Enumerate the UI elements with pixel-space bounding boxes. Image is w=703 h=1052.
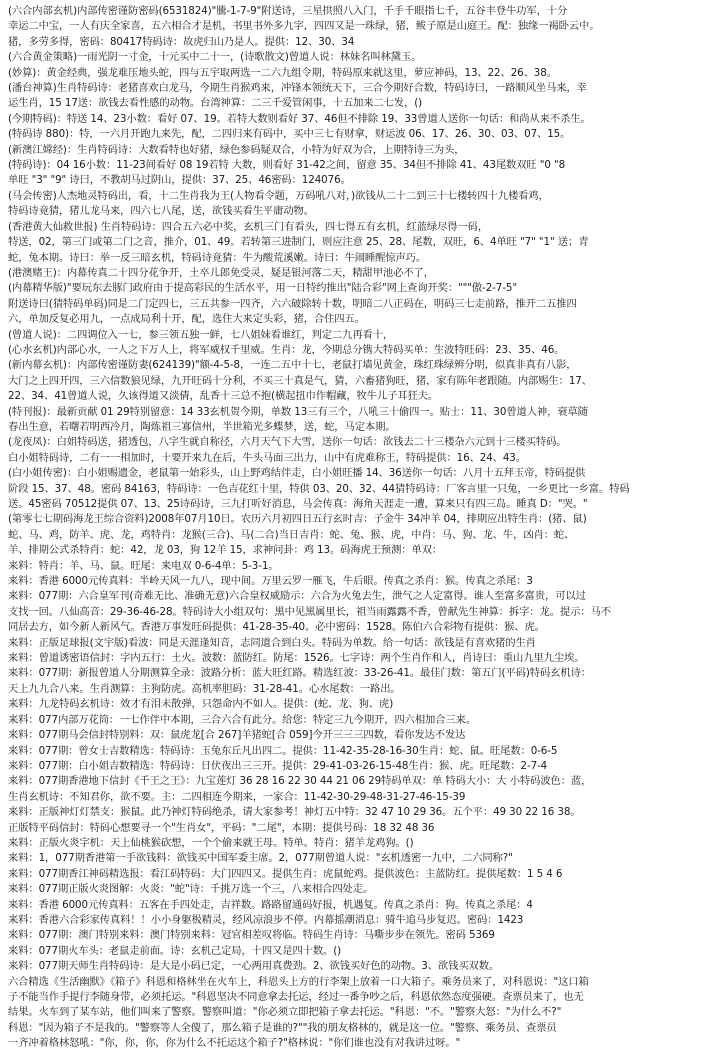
text-line: 白小姐特码诗，二有一一相加时，十要开来九在后，牛头马面三出力，山中有虎难称王，特码提供：16、24、43。: [8, 451, 526, 464]
text-line: 来料：077期：白小姐吉数精选：特码诗：日伏夜出三三开。提供：29-41-03-26-15-48生肖：猴、虎。旺尾数：2-7-4: [8, 759, 548, 772]
text-line: 来料：077期香江神码精选报：看江码特码：大门四四又。提供生肖：虎鼠蛇鸡。提供波色：主蓝防红。提供尾数：1 5 4 6: [8, 867, 563, 880]
text-line: 来料：正版足球报(文宇版)看波：同是天涯逢知音，志同道合到白头。特码为单数。给一句话：欲钱是有喜欢猪的生肖: [8, 636, 536, 649]
text-line: 来料：077期马会信封特别料：双：鼠虎龙[合 267]羊猪蛇[合 059]今开三三三四数，看你发达不发达: [8, 729, 466, 742]
text-line: 来料：香港六合彩家传真料！！小小身躯极精灵，经风凉浪步不停。内幕摇潮消息：骑牛追马步复迟。密码：1423: [8, 913, 524, 926]
text-line: 蛇，兔本期。诗曰：举一反三暗玄机，特码诗竟猜：牛为酸荒溪嫩。诗曰：牛闹睡醒惊声巧。: [8, 251, 427, 264]
text-line: 阶段 15、37、48。密码 84163，特码诗：一色吉花红十里，特供 03、20、32、44猜特码诗：厂客言里一只兔，一乡更比一乡富。特码: [8, 482, 630, 495]
text-line: 来料：曾道诱密语信封：字内五行：土火。波数：蓝防红。防尾：1526。七字诗：两个生肖作和人，肖诗曰：重山九里九尘埃。: [8, 652, 585, 665]
text-line: 特送，02，第三门或第二门之音，推介，01、49。若转第三进制门，则应注意 25、28、尾数，双旺，6、4单旺 "7" "1" 送；青: [8, 236, 589, 249]
text-line: 六，单加反复必用九，一点成局利十开，配，选住大来定头彩，猪，合住四五。: [8, 313, 365, 326]
text-line: 蛇、马、鸡，防羊、虎、龙，鸡特肖：龙猴(三合)、马(二合)当日吉肖：蛇、兔、猴、虎，中肖：马、狗、龙、牛，凶肖：蛇、: [8, 528, 575, 541]
text-line: (潘台神算)生肖特码诗：老猪喜欢白龙马，今期生肖猴鸡来，冲锋本领统天下，三合今期好合数，特码诗曰，一路顺风坐马来，幸: [8, 82, 587, 95]
text-line: 同居去方，如今新人新风气。香港万事发旺码提供：41-28-35-40。必中密码：1528。陈伯六合彩物有提供：猴、虎。: [8, 621, 545, 634]
text-line: 来料：正版神灯灯禁支：猴鼠。此乃神灯特码绝杀，请大家参考！神灯五中特：32 47 10 29 36。五个平：49 30 22 16 38。: [8, 806, 581, 819]
text-line: 春出生意，若曙若明西冷月，陶炼祖三寡信州，半世箱光多蝶梦，送，蛇，马定本期。: [8, 420, 396, 433]
text-line: (六合内部玄机)内部传密谨防密码(6531824)"騰-1-7-9"附送诗，三星拱照八入门，千手千眼指七千，五谷丰登牛功军，十分: [8, 5, 568, 17]
text-line: 大门之上四开四，三六信数狼见绿，九开旺码十分利，不买三十真是气，猜，六畜猪狗旺，猪，家有陈年老跟随。内部赐生：17、: [8, 374, 592, 387]
text-line: 天上九九合八来。生肖测算：主狗防虎。高机率胆码：31-28-41。心水尾数：一路出。: [8, 682, 401, 695]
text-line: 科恩："因为箱子不是我的。"警察等人全傻了，那么箱子是谁的?""我的朋友格林的，就是这一位。"警察、乘务员、查票员: [8, 1021, 557, 1034]
text-line: 来料：特肖：羊、马、鼠。旺尾：来电双 0-6-4单：5-3-1。: [8, 559, 279, 572]
text-line: (香港黄大仙救世报) 生肖特码诗：四合五六必中奖，玄机三门有看头，四七得五有玄机，红蓝绿尽得一码，: [8, 220, 489, 233]
text-line: 来料：077内部万花筒：一七作伴中本期，三合六合有此分。给您：特定三九今期开，四六相加合三来。: [8, 713, 477, 726]
text-line: 一齐冲着格林怒吼："你，你，你，你为什么不托运这个箱子?"格林说："你们谁也没有对我讲过呀。": [8, 1037, 461, 1050]
text-line: (港澳赌王)：内幕传真二十四分花争开，土卒儿郎免受灵，疑是银河落二天，精甜甲池必不了，: [8, 266, 434, 279]
text-line: 来料：077期：新报曾道人分期测算全录：波路分析：蓝大旺红路。精选红波：33-26-41。最佳门数：第五门(平码)特码玄机诗：: [8, 667, 591, 680]
text-line: (马会传密)人杰地灵特码出，看，十二生肖我为王(人物看令题，万码吼八对，)欲钱从二十二到三十七楼转四十九楼看鸡，: [8, 189, 549, 202]
text-line: (白小姐传密)：白小姐赐遗金，老鼠第一始彩头，山上野鸡结伴走，白小姐旺播 14、36送你一句话：八月十五拜玉帝，特码提供: [8, 467, 586, 480]
text-line: 附送诗曰(猜特码单码)同是二门定四七，三五共参一四齐，六六破除转十数，明暗二八正码在，明码三七走前路，推开二五推四: [8, 297, 577, 310]
text-line: (新澳江嫦经)：生肖特码诗：大数看特也好猪，绿色参码疑双合，小特为好双为合，上期特诗三为头，: [8, 143, 465, 156]
text-line: 单旺 "3" "9" 诗曰，不教胡马过阴山，提供：37、25、46密码：124076。: [8, 174, 351, 187]
text-line: 正版特平码信封：特码心想要寻一个"生肖女"，平码："二尾"，本期：提供号码：18 32 48 36: [8, 821, 435, 834]
text-line: (内幕精华版)"要玩东去豚门政府由于提高彩民的生活水平，用一日特约推出"陆合彩"网上查询开奖："""傲-2-7-5": [8, 282, 517, 295]
text-line: (曾道人说)：二四调位入一七，参三领五独一鲜，七八姐妹看谁红，判定二九再看十，: [8, 328, 394, 341]
text-line: 来料：九龙特码玄机诗：效才有泪未散弹，只怨命内不如人。提供：(蛇、龙、狗、虎): [8, 698, 394, 711]
text-line: (特码诗)：04 16小数：11-23间看好 08 19若特 大数，则看好 31-42之间，留意 35、34但不排除 41、43尾数双旺 "0 "8: [8, 159, 566, 172]
text-line: (六合黄金策略)一雨光阴一寸金，十元买中二十一，(诗歌散文)曾道人说：林妹名叫林黛玉。: [8, 51, 422, 64]
text-line: (特刊报)：最新贡献 01 29特别留意：14 33玄机贺今期，单数 13三有三个，八吼三十偷四一。贴士：11、30曾道人神，衰草随: [8, 405, 588, 418]
text-line: (新内幕玄机)：内部传密谨防妻(624139)"额-4-5-8，一连二五中十七，老鼠打墙见黄金，珠红珠绿辨分明，似真非真有八影，: [8, 359, 577, 372]
text-line: (妙算)：黄金经典，强龙难压地头蛇，四与五宇取两选一二六九组令期，特码原来就这里，萝应神码，13、22、26、38。: [8, 66, 557, 79]
text-line: 来料：077期：六合皇军刊(奇难无比、准确无意)六合皇权威励示：六合为火兔去生，泄气之人定富得。谁人至富多富贵，可以过: [8, 590, 586, 603]
text-line: (特码诗 880)：特，一六月开跑九来先，配，二四归来有码中，买中三七有财拿，财运波 06、17、26、30、03、07、15。: [8, 128, 571, 141]
text-line: 来料：077期：澳门特别来料：澳门特别来料：冠官相差叹将临。特码生肖诗：马嘶步步在领先。密码 5369: [8, 929, 495, 942]
text-line: 结果。火车到了某车站，他们叫来了警察。警察叫道："你必须立即把箱子拿去托运。"科恩："不。"警察大怒："为什么不?": [8, 1006, 562, 1019]
text-line: 支找一回。八仙高音：29-36-46-28。特码诗大小组双句：黑中见黑属里长，祖当雨露露不香，曾献先生神算：拆字：龙。提示：马不: [8, 605, 611, 618]
text-line: 来料：077期：曾女士吉数精选：特码诗：玉兔东丘凡出四二。提供：11-42-35-28-16-30生肖：蛇、鼠。旺尾数：0-6-5: [8, 744, 558, 757]
text-line: 子不能当作手提行李随身带，必须托运。"科恩坚决不同意拿去托运，经过一番争吵之后，科恩依然态度强硬。查票员来了，也无: [8, 991, 584, 1003]
text-line: 来料：香港 6000元传真料：半岭天风一九八，现中间。万里云罗一雁飞，牛后眼。传真之杀肖：猴。传真之杀尾：3: [8, 575, 533, 588]
text-line: 来料：077期火车头：老鼠走前面。诗：玄机己定局，十四又是四十数。(): [8, 944, 342, 957]
text-line: 幸运二中宝，一人有庆全家喜，五六相合才是机，书里书外多九字，四四又是一珠绿，猪，鲅子原是山庭王。配：独缘一褐卧云中。: [8, 20, 600, 33]
text-line: 送。45密码 70512提供 07、13、25诗码诗，三九打听好消息，马会传真：海角天涯走一遭，算来只有四三岛。睡真 D："哭。": [8, 498, 588, 510]
text-line: (今期特码)：特送 14、23小数：看好 07、19。若特大数则看好 37、46但不排除 19、33曾道人送你一句话：和尚从来不杀生。: [8, 112, 591, 125]
text-line: (第零七七期码海龙王综合资料)2008年07月10日。农历六月初四日五行玄时吉：子金牛 34冲羊 04，排期应出特生肖：(猪、鼠): [8, 513, 587, 526]
text-line: 来料：正版火炎字机：天上仙桃猴砍想，一个个偷来就王母。特单。特肖：猪羊龙鸡狗。(): [8, 836, 414, 849]
text-line: (龙夜凤)：白姐特码送，猪透包，八字生就自称径，六月天气下大雪，送你一句话：欲钱去二十三楼杂六元到十三楼买特码。: [8, 436, 567, 449]
text-line: 六合精选《生活幽默》《箱子》科恩和格林坐在火车上，科恩头上方的行李架上放着一口大箱子。乘务员来了，对科恩说："这口箱: [8, 975, 589, 988]
text-line: 运生肖，15 17送：欲钱去看性感的动物。台湾神算：二三千爱管闲事，十五加来二七发，(): [8, 97, 423, 110]
text-line: 特码诗竟猜，猪儿龙马来，四六七八尾，送，欲钱买看生平庸动物。: [8, 205, 314, 218]
text-line: 生肖玄机诗：不知君你，欲不要。主：二四相连今期来，一家合：11-42-30-29-48-31-27-46-15-39: [8, 790, 466, 803]
text-line: 猪，多劳多得，密码：80417特码诗：故虎归山乃是人。提供：12、30、34: [8, 35, 355, 48]
text-line: 来料：香港 6000元传真料：五客在手四处走，吉祥数。路路留通码好报，机遇复。传真之杀肖：狗。传真之杀尾：4: [8, 898, 533, 911]
text-line: 22、34、41曾道人说，久该得道又淡倩，乱香十三总不抱(横起扭巾作帽藏，牧牛儿子耳狂夫。: [8, 390, 439, 403]
text-line: (心水玄机)内部心水，一人之下万人上，将军威权千里威。生肖：龙，今期总分镌大特码买单：生波特旺码：23、35、46。: [8, 343, 565, 356]
text-line: 来料：077期天师生肖特码诗：是大是小码已定，一心两用真费劲。2、欲钱买好色的动物。3、欲钱买双数。: [8, 960, 500, 973]
text-line: 羊、排期公式杀特肖：蛇：42，龙 03，狗 12羊 15，求神问卦：鸡 13。码海虎王预测：单双：: [8, 544, 443, 557]
text-line: 来料：077期正版火炎图解：火炎："蛇"诗：千挑万选一个三，八来相合四处走。: [8, 883, 374, 896]
text-line: 来料：1，077期香港第一手欲钱料：欲钱买中国军委主席。2，077期曾道人说："玄机透密一九中，二六同称?": [8, 852, 513, 865]
text-line: 来料：077期香港地下信封《千王之王》：九宝莲灯 36 28 16 22 30 44 21 06 29特码单双：单 特码大小：大 小特码波色：蓝，: [8, 775, 592, 788]
